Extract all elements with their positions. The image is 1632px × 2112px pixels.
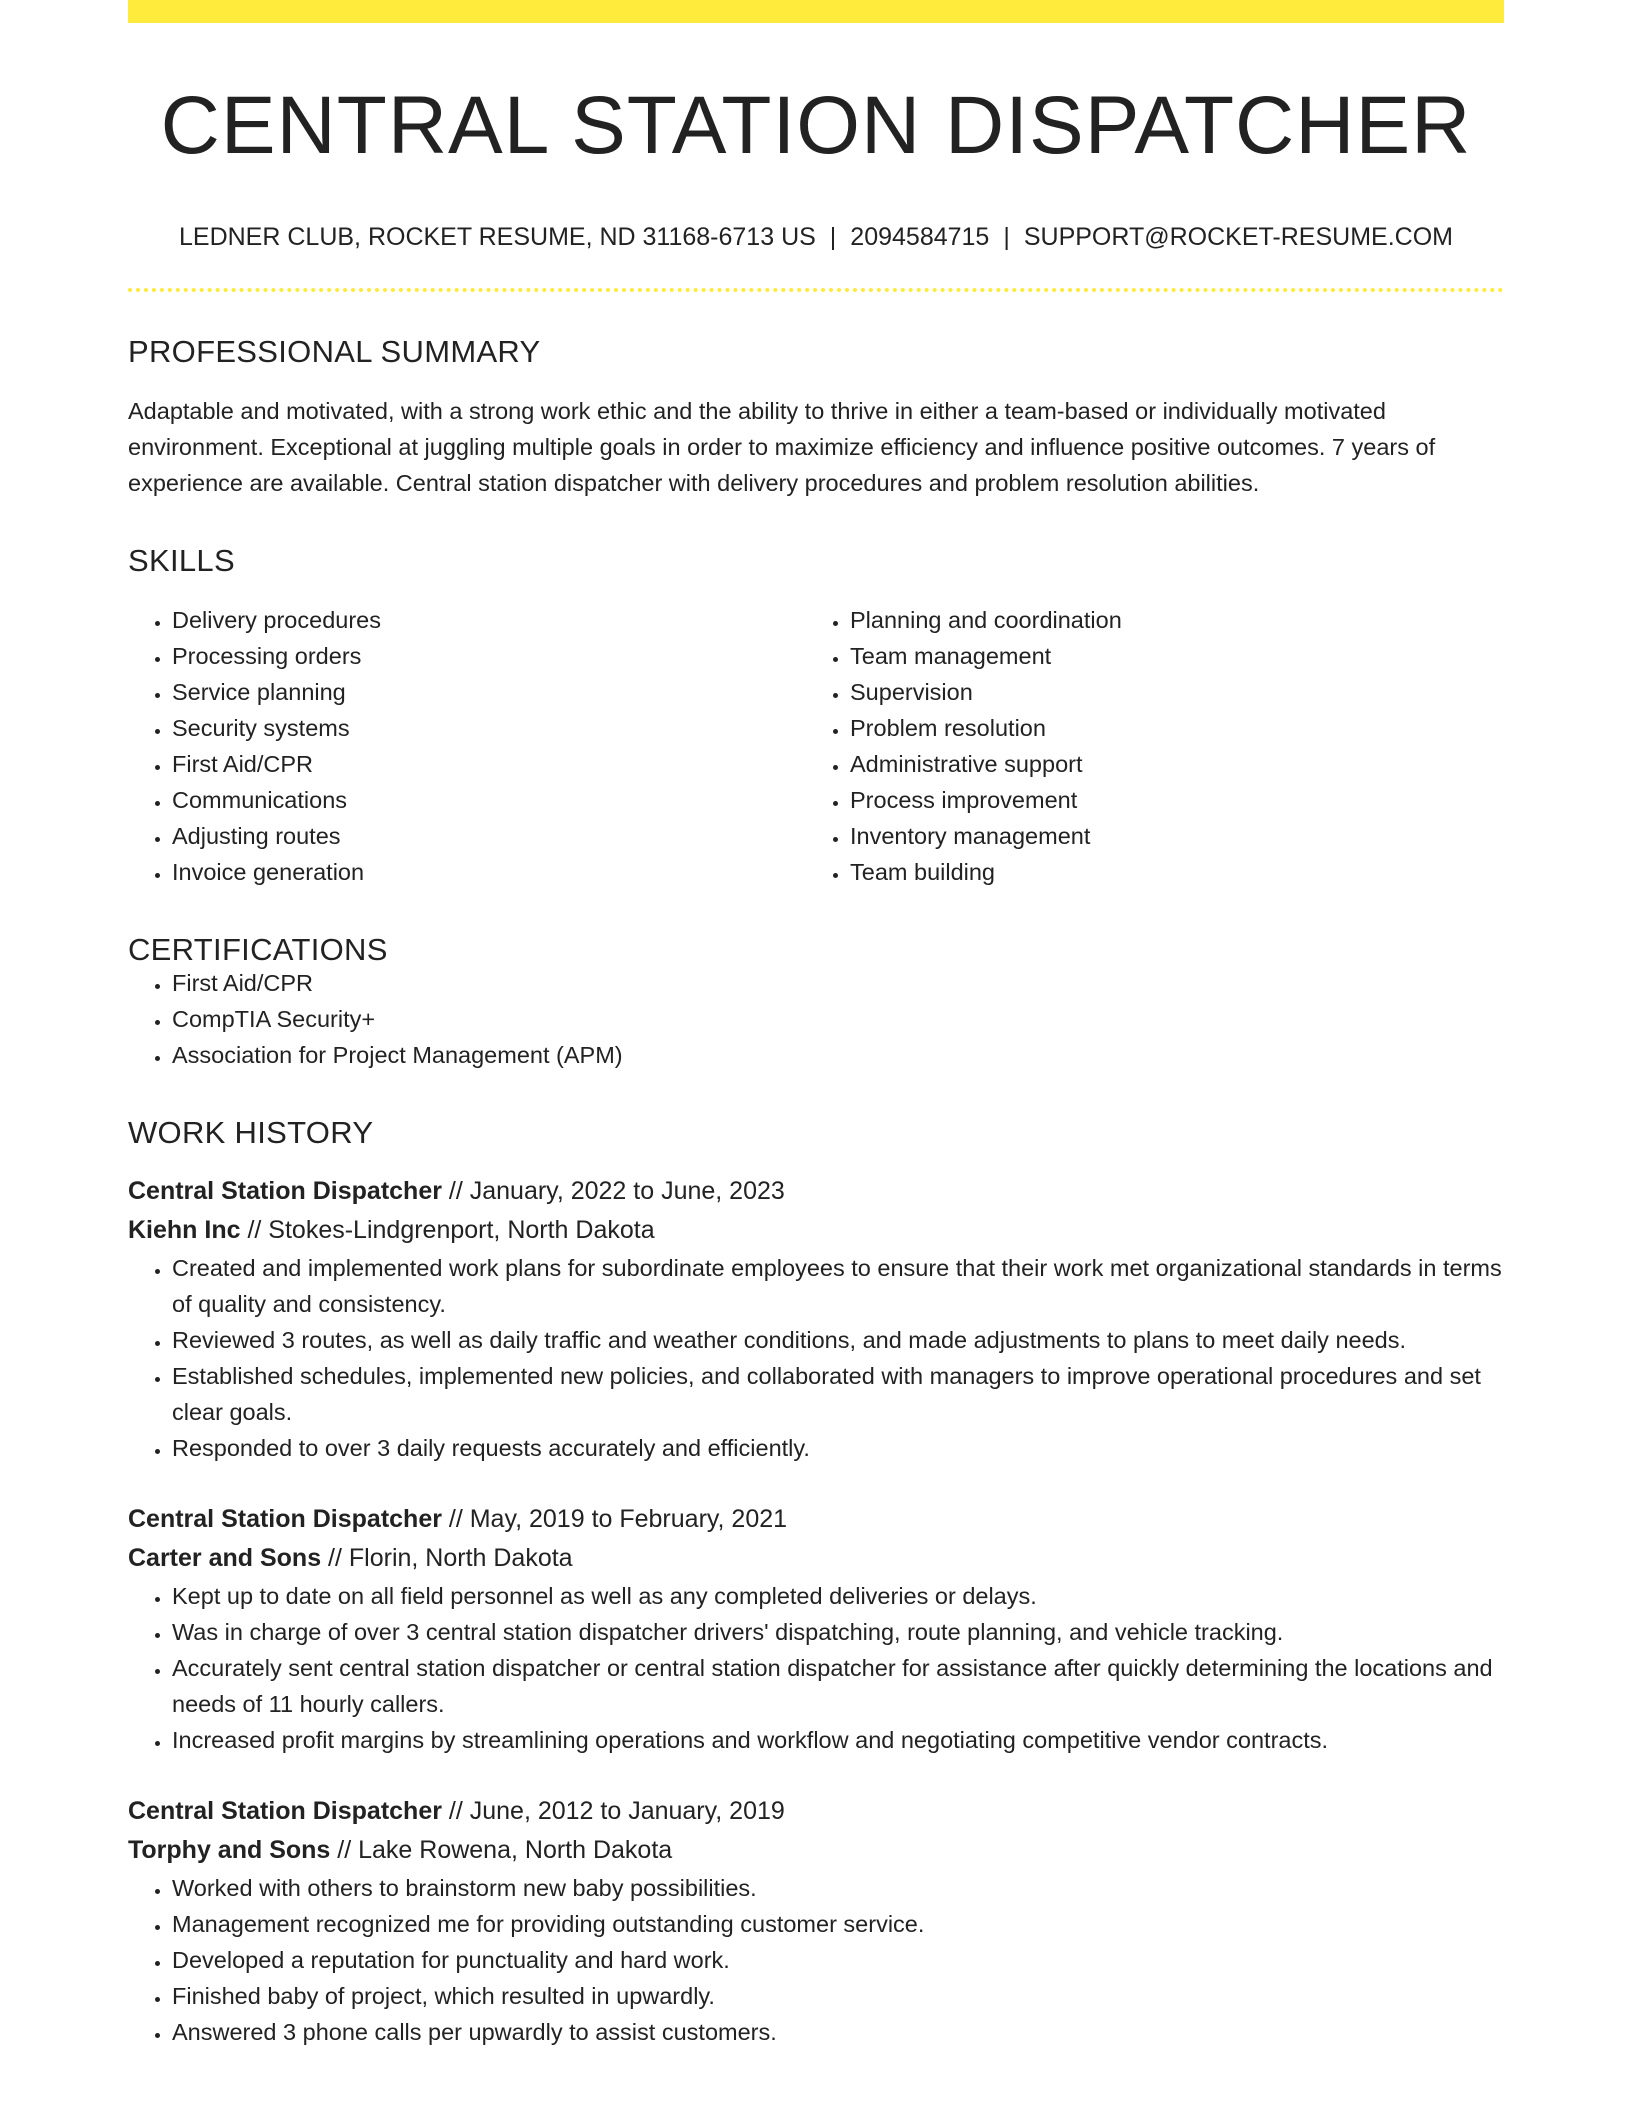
job-role: Central Station Dispatcher	[128, 1797, 442, 1825]
header-divider	[128, 288, 1504, 292]
skill-item: • Processing orders	[172, 638, 806, 674]
certification-item: • Association for Project Management (APM)	[172, 1037, 1504, 1073]
resume-page	[128, 0, 1504, 2050]
skill-item: • Problem resolution	[850, 710, 1504, 746]
contact-email: SUPPORT@ROCKET-RESUME.COM	[1023, 223, 1453, 251]
job-company-line	[128, 1831, 1504, 1870]
skill-item: • Planning and coordination	[850, 602, 1504, 638]
top-accent-bar	[128, 0, 1504, 23]
skill-item: • Adjusting routes	[172, 818, 806, 854]
job-duties-list	[128, 1578, 1504, 1758]
skills-list-left	[128, 602, 806, 890]
job-duty: • Responded to over 3 daily requests accurately and efficiently.	[172, 1430, 1504, 1466]
skill-item: • Inventory management	[850, 818, 1504, 854]
skill-item: • Team management	[850, 638, 1504, 674]
skill-item: • First Aid/CPR	[172, 746, 806, 782]
contact-separator: |	[1003, 223, 1010, 251]
job-title-line	[128, 1500, 1504, 1539]
skill-item: • Process improvement	[850, 782, 1504, 818]
contact-phone: 2094584715	[850, 223, 990, 251]
skills-heading: SKILLS	[128, 543, 235, 578]
job-location: // Florin, North Dakota	[321, 1544, 573, 1572]
job-duty: • Developed a reputation for punctuality and hard work.	[172, 1942, 1504, 1978]
job-dates: // June, 2012 to January, 2019	[441, 1797, 785, 1825]
job-dates: // January, 2022 to June, 2023	[441, 1177, 785, 1205]
job-location: // Stokes-Lindgrenport, North Dakota	[240, 1216, 655, 1244]
job-location: // Lake Rowena, North Dakota	[330, 1836, 673, 1864]
job-duty: • Worked with others to brainstorm new baby possibilities.	[172, 1870, 1504, 1906]
job-dates: // May, 2019 to February, 2021	[441, 1505, 788, 1533]
job-company: Torphy and Sons	[128, 1836, 331, 1864]
contact-separator: |	[829, 223, 837, 251]
job-duty: • Reviewed 3 routes, as well as daily traffic and weather conditions, and made adjustments to plans to meet daily needs.	[172, 1322, 1504, 1358]
skills-list-right	[806, 602, 1504, 890]
contact-address: LEDNER CLUB, ROCKET RESUME, ND 31168-6713 US	[179, 223, 816, 251]
job-duty: • Established schedules, implemented new policies, and collaborated with managers to improve operational procedures and set clear goals.	[172, 1358, 1504, 1430]
job-duty: • Answered 3 phone calls per upwardly to assist customers.	[172, 2014, 1504, 2050]
contact-line	[128, 225, 1504, 250]
skill-item: • Delivery procedures	[172, 602, 806, 638]
job-duties-list	[128, 1870, 1504, 2050]
job-duty: • Increased profit margins by streamlining operations and workflow and negotiating competitive vendor contracts.	[172, 1722, 1504, 1758]
certification-item: • CompTIA Security+	[172, 1001, 1504, 1037]
skill-item: • Invoice generation	[172, 854, 806, 890]
job-entry	[128, 1172, 1504, 1466]
certifications-heading: CERTIFICATIONS	[128, 932, 388, 967]
skill-item: • Team building	[850, 854, 1504, 890]
job-title-line	[128, 1792, 1504, 1831]
job-entry	[128, 1792, 1504, 2050]
work-history-heading: WORK HISTORY	[128, 1115, 374, 1150]
certifications-list	[128, 965, 1504, 1073]
job-duty: • Finished baby of project, which resulted in upwardly.	[172, 1978, 1504, 2014]
skill-item: • Security systems	[172, 710, 806, 746]
job-duty: • Created and implemented work plans for subordinate employees to ensure that their work met organizational standards in terms of quality and consistency.	[172, 1250, 1504, 1322]
job-duty: • Was in charge of over 3 central station dispatcher drivers' dispatching, route planning, and vehicle tracking.	[172, 1614, 1504, 1650]
summary-heading: PROFESSIONAL SUMMARY	[128, 334, 541, 369]
job-company: Carter and Sons	[128, 1544, 322, 1572]
job-company: Kiehn Inc	[128, 1216, 241, 1244]
skills-grid	[128, 602, 1504, 890]
skill-item: • Service planning	[172, 674, 806, 710]
skill-item: • Supervision	[850, 674, 1504, 710]
job-duty: • Kept up to date on all field personnel as well as any completed deliveries or delays.	[172, 1578, 1504, 1614]
job-role: Central Station Dispatcher	[128, 1505, 442, 1533]
job-duty: • Accurately sent central station dispatcher or central station dispatcher for assistance after quickly determining the locations and needs of 11 hourly callers.	[172, 1650, 1504, 1722]
job-company-line	[128, 1539, 1504, 1578]
summary-text: Adaptable and motivated, with a strong work ethic and the ability to thrive in either a team-based or individually motivated environment. Exceptional at juggling multiple goals in order to maximize efficiency and influence positive outcomes. 7 years of experience are available. Central station dispatcher with delivery procedures and problem resolution abilities.	[128, 398, 1436, 496]
candidate-name: CENTRAL STATION DISPATCHER	[160, 80, 1472, 171]
job-entry	[128, 1500, 1504, 1758]
job-title-line	[128, 1172, 1504, 1211]
certification-item: • First Aid/CPR	[172, 965, 1504, 1001]
job-duty: • Management recognized me for providing outstanding customer service.	[172, 1906, 1504, 1942]
job-duties-list	[128, 1250, 1504, 1466]
skill-item: • Administrative support	[850, 746, 1504, 782]
skill-item: • Communications	[172, 782, 806, 818]
job-role: Central Station Dispatcher	[128, 1177, 442, 1205]
job-company-line	[128, 1211, 1504, 1250]
